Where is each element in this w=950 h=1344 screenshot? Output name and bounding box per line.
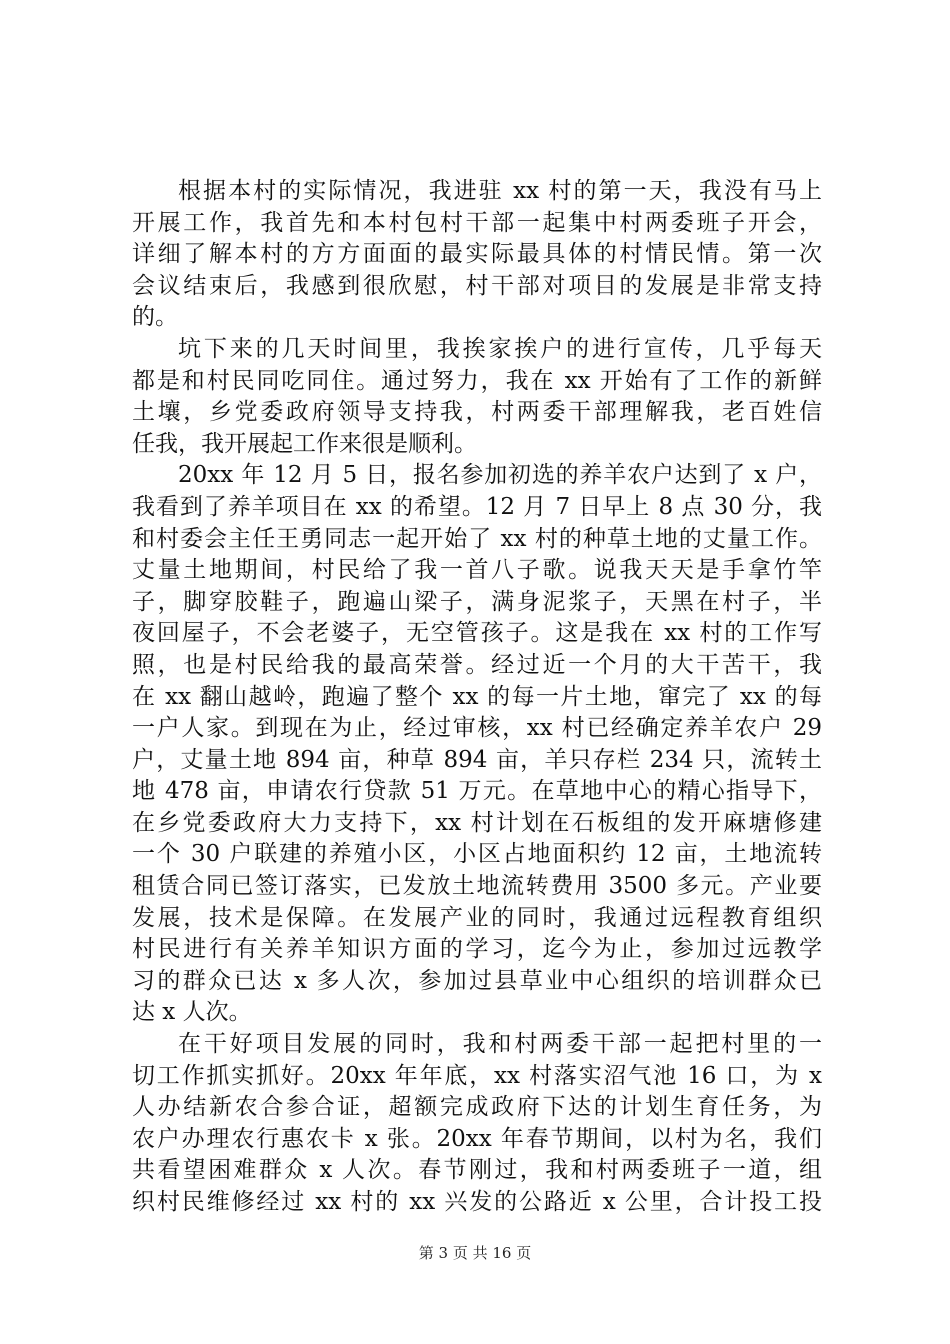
text-line: 共看望困难群众 x 人次。春节刚过，我和村两委班子一道，组 (132, 1157, 822, 1184)
text-line: 地 478 亩，申请农行贷款 51 万元。在草地中心的精心指导下， (132, 778, 822, 805)
text-line: 会议结束后，我感到很欣慰，村干部对项目的发展是非常支持 (132, 272, 822, 299)
text-line: 任我，我开展起工作来很是顺利。 (132, 430, 477, 457)
text-line: 切工作抓实抓好。20xx 年年底，xx 村落实沼气池 16 口，为 x (132, 1062, 822, 1089)
text-line: 在 xx 翻山越岭，跑遍了整个 xx 的每一片土地，窜完了 xx 的每 (132, 683, 822, 710)
text-line: 人办结新农合参合证，超额完成政府下达的计划生育任务，为 (132, 1094, 822, 1121)
text-line: 户，丈量土地 894 亩，种草 894 亩，羊只存栏 234 只，流转土 (132, 746, 822, 773)
text-line: 一户人家。到现在为止，经过审核，xx 村已经确定养羊农户 29 (132, 715, 822, 742)
document-body (132, 176, 822, 1219)
text-line: 租赁合同已签订落实，已发放土地流转费用 3500 多元。产业要 (132, 873, 822, 900)
text-line: 20xx 年 12 月 5 日，报名参加初选的养羊农户达到了 x 户， (178, 462, 822, 489)
text-line: 发展，技术是保障。在发展产业的同时，我通过远程教育组织 (132, 904, 822, 931)
text-line: 子，脚穿胶鞋子，跑遍山梁子，满身泥浆子，天黑在村子，半 (132, 588, 822, 615)
text-line: 都是和村民同吃同住。通过努力，我在 xx 开始有了工作的新鲜 (132, 367, 822, 394)
text-line: 丈量土地期间，村民给了我一首八子歌。说我天天是手拿竹竿 (132, 557, 822, 584)
text-line: 一个 30 户联建的养殖小区，小区占地面积约 12 亩，土地流转 (132, 841, 822, 868)
text-line: 开展工作，我首先和本村包村干部一起集中村两委班子开会， (132, 209, 822, 236)
text-line: 夜回屋子，不会老婆子，无空管孩子。这是我在 xx 村的工作写 (132, 620, 822, 647)
text-line: 的。 (132, 304, 178, 331)
text-line: 习的群众已达 x 多人次，参加过县草业中心组织的培训群众已 (132, 967, 822, 994)
text-line: 达 x 人次。 (132, 999, 252, 1026)
text-line: 详细了解本村的方方面面的最实际最具体的村情民情。第一次 (132, 241, 822, 268)
text-line: 在乡党委政府大力支持下，xx 村计划在石板组的发开麻塘修建 (132, 809, 822, 836)
text-line: 根据本村的实际情况，我进驻 xx 村的第一天，我没有马上 (178, 178, 822, 204)
text-line: 农户办理农行惠农卡 x 张。20xx 年春节期间，以村为名，我们 (132, 1125, 822, 1152)
text-line: 和村委会主任王勇同志一起开始了 xx 村的种草土地的丈量工作。 (132, 525, 822, 552)
text-line: 照，也是村民给我的最高荣誉。经过近一个月的大干苦干，我 (132, 651, 822, 678)
page-footer: 第 3 页 共 16 页 (418, 1244, 532, 1262)
text-line: 村民进行有关养羊知识方面的学习，迄今为止，参加过远教学 (132, 936, 822, 963)
text-line: 坑下来的几天时间里，我挨家挨户的进行宣传，几乎每天 (178, 335, 822, 362)
text-line: 在干好项目发展的同时，我和村两委干部一起把村里的一 (178, 1031, 822, 1058)
text-line: 土壤，乡党委政府领导支持我，村两委干部理解我，老百姓信 (132, 399, 822, 426)
text-line: 我看到了养羊项目在 xx 的希望。12 月 7 日早上 8 点 30 分，我 (132, 493, 822, 520)
text-line: 织村民维修经过 xx 村的 xx 兴发的公路近 x 公里，合计投工投 (132, 1189, 822, 1215)
